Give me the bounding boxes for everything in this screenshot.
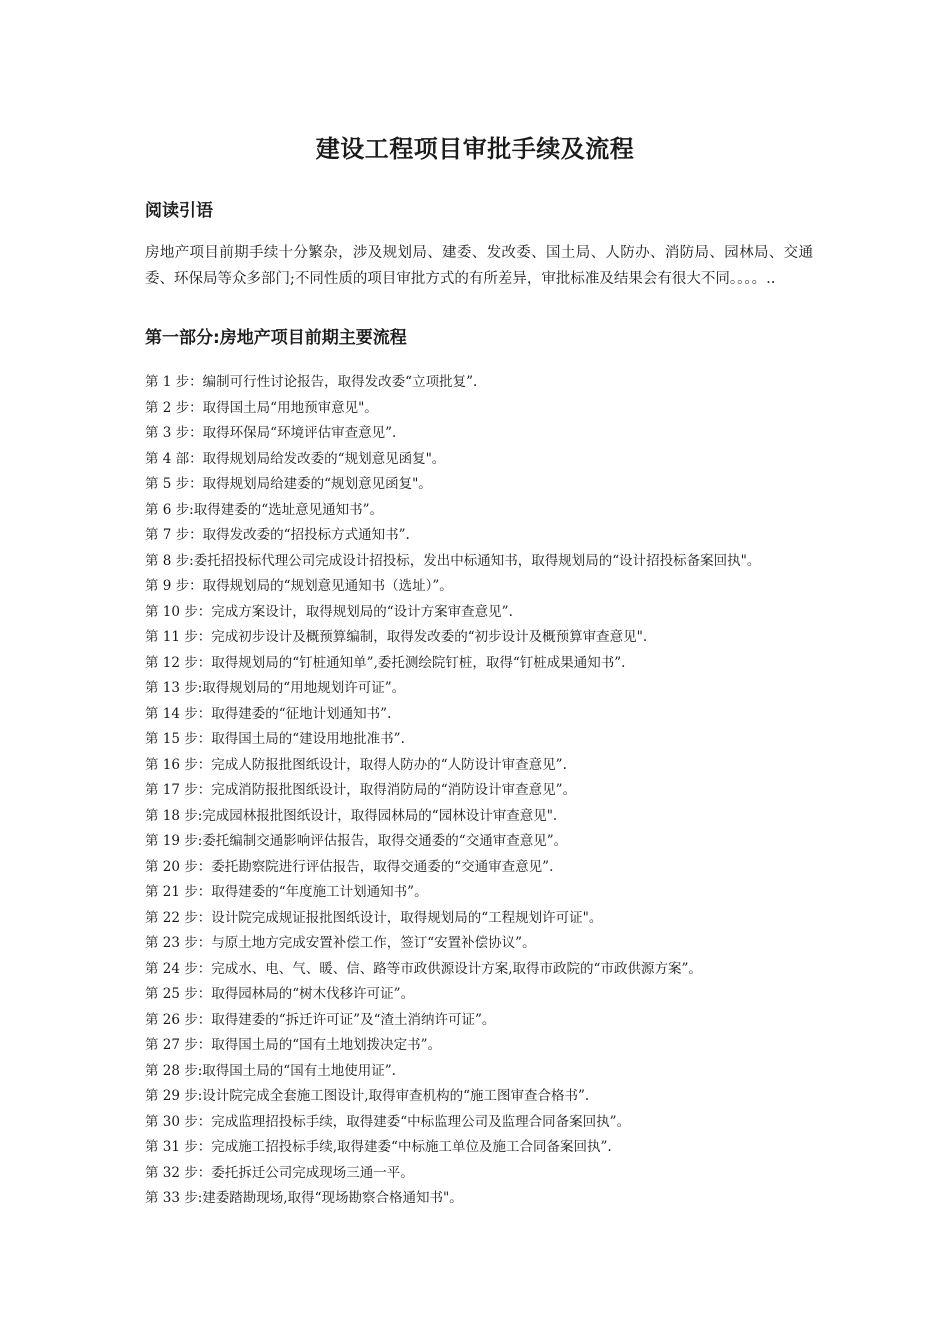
step-item: 第 15 步：取得国土局的“建设用地批准书”. bbox=[145, 731, 405, 747]
process-steps-list bbox=[145, 370, 813, 1212]
step-item: 第 24 步：完成水、电、气、暖、信、路等市政供源设计方案,取得市政院的“市政供源方案”。 bbox=[145, 960, 702, 977]
step-item: 第 11 步：完成初步设计及概预算编制，取得发改委的“初步设计及概预算审查意见". bbox=[145, 629, 648, 645]
step-item: 第 12 步：取得规划局的“钉桩通知单”,委托测绘院钉桩，取得“钉桩成果通知书”. bbox=[145, 654, 626, 671]
step-item: 第 13 步:取得规划局的“用地规划许可证”。 bbox=[145, 680, 406, 696]
step-item: 第 5 步：取得规划局给建委的“规划意见函复"。 bbox=[145, 476, 432, 492]
step-item: 第 19 步:委托编制交通影响评估报告，取得交通委的“交通审查意见”。 bbox=[145, 833, 568, 849]
step-item: 第 29 步:设计院完成全套施工图设计,取得审查机构的“施工图审查合格书”. bbox=[145, 1088, 590, 1104]
intro-paragraph: 房地产项目前期手续十分繁杂，涉及规划局、建委、发改委、国土局、人防办、消防局、园林局、交通委、环保局等众多部门;不同性质的项目审批方式的有所差异，审批标准及结果会有很大不同。。。。.. bbox=[145, 245, 813, 287]
step-item: 第 22 步：设计院完成规证报批图纸设计，取得规划局的“工程规划许可证"。 bbox=[145, 909, 603, 926]
step-item: 第 25 步：取得园林局的“树木伐移许可证”。 bbox=[145, 986, 415, 1002]
step-item: 第 33 步:建委踏勘现场,取得“现场勘察合格通知书"。 bbox=[145, 1190, 463, 1206]
step-item: 第 18 步:完成园林报批图纸设计，取得园林局的“园林设计审查意见". bbox=[145, 807, 558, 824]
step-item: 第 14 步：取得建委的“征地计划通知书”. bbox=[145, 705, 392, 722]
step-item: 第 26 步：取得建委的“拆迁许可证”及“渣土消纳许可证”。 bbox=[145, 1011, 496, 1028]
step-item: 第 2 步：取得国土局“用地预审意见"。 bbox=[145, 399, 378, 416]
step-item: 第 10 步：完成方案设计，取得规划局的“设计方案审查意见”. bbox=[145, 603, 513, 620]
step-item: 第 23 步：与原土地方完成安置补偿工作，签订“安置补偿协议”。 bbox=[145, 935, 536, 951]
step-item: 第 28 步:取得国土局的“国有土地使用证”. bbox=[145, 1062, 396, 1079]
intro-heading: 阅读引语 bbox=[145, 201, 213, 221]
step-item: 第 17 步：完成消防报批图纸设计，取得消防局的“消防设计审查意见”。 bbox=[145, 782, 577, 798]
step-item: 第 7 步：取得发改委的“招投标方式通知书”. bbox=[145, 527, 410, 543]
step-item: 第 27 步：取得国土局的“国有土地划拨决定书”。 bbox=[145, 1037, 442, 1053]
step-item: 第 1 步：编制可行性讨论报告，取得发改委“立项批复”. bbox=[145, 374, 478, 390]
step-item: 第 9 步：取得规划局的“规划意见通知书（选址）”。 bbox=[145, 578, 453, 594]
step-item: 第 16 步：完成人防报批图纸设计，取得人防办的“人防设计审查意见”. bbox=[145, 756, 567, 773]
step-item: 第 31 步：完成施工招投标手续,取得建委“中标施工单位及施工合同备案回执”. bbox=[145, 1139, 612, 1155]
step-item: 第 4 部：取得规划局给发改委的“规划意见函复"。 bbox=[145, 450, 446, 467]
step-item: 第 8 步:委托招投标代理公司完成设计招投标，发出中标通知书，取得规划局的“设计招投标备案回执"。 bbox=[145, 552, 761, 569]
part-one-heading: 第一部分:房地产项目前期主要流程 bbox=[145, 328, 407, 348]
step-item: 第 30 步：完成监理招投标手续，取得建委“中标监理公司及监理合同备案回执”。 bbox=[145, 1113, 631, 1130]
document-title: 建设工程项目审批手续及流程 bbox=[315, 135, 635, 163]
step-item: 第 32 步：委托拆迁公司完成现场三通一平。 bbox=[145, 1164, 414, 1181]
step-item: 第 3 步：取得环保局“环境评估审查意见”. bbox=[145, 425, 397, 441]
step-item: 第 20 步：委托勘察院进行评估报告，取得交通委的“交通审查意见”. bbox=[145, 858, 554, 875]
step-item: 第 6 步:取得建委的“选址意见通知书”。 bbox=[145, 501, 384, 518]
step-item: 第 21 步：取得建委的“年度施工计划通知书”。 bbox=[145, 884, 428, 900]
